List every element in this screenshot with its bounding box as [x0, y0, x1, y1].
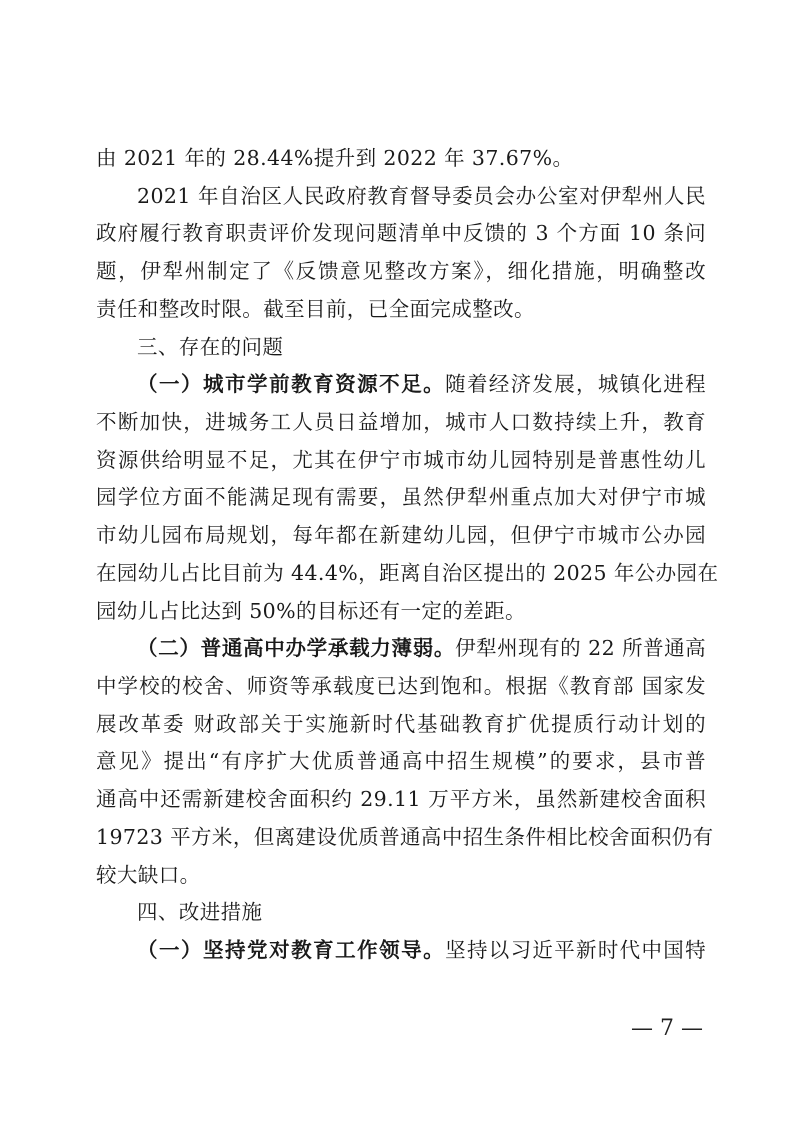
- paragraph-line: 19723 平方米，但离建设优质普通高中招生条件相比校舍面积仍有: [96, 825, 714, 849]
- paragraph-line: 较大缺口。: [96, 863, 201, 887]
- paragraph-line: 中学校的校舍、师资等承载度已达到饱和。根据《教育部 国家发: [96, 674, 706, 698]
- paragraph-line: 题，伊犁州制定了《反馈意见整改方案》，细化措施，明确整改: [96, 259, 706, 283]
- paragraph-line: 责任和整改时限。截至目前，已全面完成整改。: [96, 297, 535, 321]
- paragraph-line: 意见》提出“有序扩大优质普通高中招生规模”的要求，县市普: [96, 749, 706, 773]
- paragraph-text: 坚持以习近平新时代中国特: [445, 938, 706, 962]
- page-number: — 7 —: [631, 1016, 703, 1041]
- paragraph-line: 由 2021 年的 28.44%提升到 2022 年 37.67%。: [96, 146, 574, 170]
- paragraph-text: 随着经济发展，城镇化进程: [445, 372, 706, 396]
- subsection-lead: （二）普通高中办学承载力薄弱。: [137, 636, 456, 660]
- paragraph-line: 在园幼儿占比目前为 44.4%，距离自治区提出的 2025 年公办园在: [96, 561, 719, 585]
- paragraph-line: [137, 930, 706, 970]
- section-heading: 三、存在的问题: [137, 335, 284, 359]
- subsection-lead: （一）坚持党对教育工作领导。: [137, 938, 446, 962]
- subsection-lead: （一）城市学前教育资源不足。: [137, 372, 446, 396]
- paragraph-line: [137, 628, 706, 668]
- paragraph-line: 政府履行教育职责评价发现问题清单中反馈的 3 个方面 10 条问: [96, 221, 706, 245]
- paragraph-line: 园幼儿占比达到 50%的目标还有一定的差距。: [96, 599, 526, 623]
- paragraph-line: 不断加快，进城务工人员日益增加，城市人口数持续上升，教育: [96, 410, 706, 434]
- paragraph-line: 资源供给明显不足，尤其在伊宁市城市幼儿园特别是普惠性幼儿: [96, 448, 706, 472]
- paragraph-line: 2021 年自治区人民政府教育督导委员会办公室对伊犁州人民: [137, 184, 706, 208]
- paragraph-line: 市幼儿园布局规划，每年都在新建幼儿园，但伊宁市城市公办园: [96, 523, 706, 547]
- paragraph-line: 通高中还需新建校舍面积约 29.11 万平方米，虽然新建校舍面积: [96, 787, 706, 811]
- paragraph-line: 园学位方面不能满足现有需要，虽然伊犁州重点加大对伊宁市城: [96, 485, 706, 509]
- paragraph-line: [137, 364, 706, 404]
- paragraph-text: 伊犁州现有的 22 所普通高: [455, 636, 707, 660]
- paragraph-line: 展改革委 财政部关于实施新时代基础教育扩优提质行动计划的: [96, 712, 706, 736]
- section-heading: 四、改进措施: [137, 900, 263, 924]
